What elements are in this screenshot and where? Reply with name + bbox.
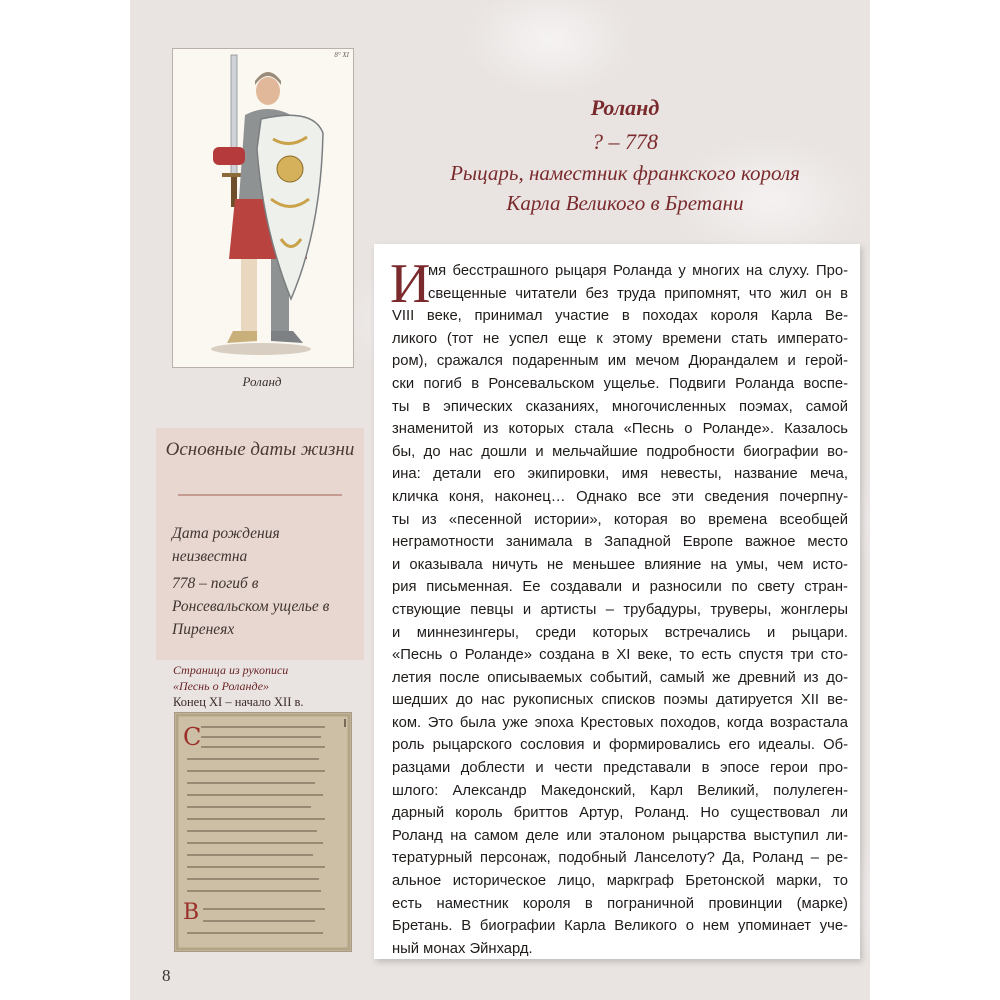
text-line: и миннезингеры, среди которых встречались и рыцари. <box>392 624 848 641</box>
text-line: ный монах Эйнхард. <box>392 940 533 957</box>
text-line: бы, до нас дошли и мельчайшие подробности биографии во- <box>392 443 848 460</box>
text-line: ром), сражался подаренным им мечом Дюрандалем и герой- <box>392 353 848 370</box>
date-entry-birth: Дата рождения неизвестна <box>172 525 280 565</box>
manuscript-page-image <box>174 712 352 952</box>
key-dates-title <box>156 438 364 462</box>
text-line: ски погиб в Ронсевальском ущелье. Подвиги Роланда воспе- <box>392 375 848 392</box>
date-entry-death: 778 – погиб в Ронсевальском ущелье в Пиренеях <box>172 575 330 638</box>
text-line: ликого (тот не успел еще к этому времени стать императо- <box>392 330 848 347</box>
text-line: ты из «песенной истории», которая во времена всеобщей <box>392 511 848 528</box>
text-line: Бретань. В биографии Карла Великого о нем упоминает уче- <box>392 918 848 935</box>
role-line-1: Рыцарь, наместник франкского короля <box>450 161 800 185</box>
article-heading <box>390 90 860 218</box>
page-number: 8 <box>162 966 171 985</box>
portrait-caption: Роланд <box>242 374 282 389</box>
svg-text:B: B <box>183 900 200 925</box>
text-line: знаменитой из которых стала «Песнь о Роланде». Казалось <box>392 421 848 438</box>
text-line: разцами доблести и чести представали в эпосе герои про- <box>392 760 848 777</box>
divider <box>178 494 342 496</box>
roland-portrait-illustration <box>172 48 354 368</box>
text-line: Роланд на самом деле или эталоном рыцарства выступил ли- <box>392 827 848 844</box>
plate-mark: 8° XI <box>334 51 349 59</box>
manuscript-caption-line1: Страница из рукописи <box>173 663 289 677</box>
key-dates-title-text: Основные даты жизни <box>165 439 355 460</box>
text-line: летия после описываемых событий, самый же древний из до- <box>392 669 848 686</box>
text-line: тературный персонаж, подобный Ланселоту? Да, Роланд – ре- <box>392 850 848 867</box>
text-line: шедших до нас рукописных списков поэмы датируется XII ве- <box>392 692 848 709</box>
person-name: Роланд <box>590 95 660 120</box>
manuscript-illustration <box>175 713 351 951</box>
text-line: ина: детали его экипировки, имя невесты, название меча, <box>392 466 848 483</box>
text-line: кличка коня, наконец… Однако все эти сведения почерпну- <box>392 488 848 505</box>
text-line: ком. Это была уже эпоха Крестовых походов, когда возрастала <box>392 714 848 731</box>
text-line: ствующие певцы и артисты – трубадуры, труверы, жонглеры <box>392 601 848 618</box>
drop-cap: И <box>390 253 431 315</box>
key-dates-box <box>156 428 364 660</box>
text-line: VIII веке, принимал участие в походах короля Карла Ве- <box>392 308 848 325</box>
manuscript-caption-line2: «Песнь о Роланде» <box>173 679 270 693</box>
svg-text:C: C <box>183 723 202 751</box>
text-line: шлого: Александр Македонский, Карл Великий, полулеген- <box>392 782 848 799</box>
text-line: рия письменная. Ее создавали и разносили по свету стран- <box>392 579 848 596</box>
knight-figure <box>173 49 353 367</box>
text-line: свещенные читатели без труда припомнят, что жил он в <box>428 285 848 302</box>
text-line: дарный король бриттов Артур, Роланд. Но существовал ли <box>392 805 848 822</box>
text-line: «Песнь о Роланде» создана в XI веке, то есть спустя три сто- <box>392 647 848 664</box>
text-line: роль рыцарского сословия и формировались его идеалы. Об- <box>392 737 848 754</box>
life-years: ? – 778 <box>592 129 658 154</box>
text-line: ты в эпических сказаниях, многочисленных поэмах, самой <box>392 398 848 415</box>
text-line: альное историческое лицо, маркграф Бретонской марки, то <box>392 873 848 890</box>
text-line: неграмотности занимала в Западной Европе важное место <box>392 534 848 551</box>
text-line: и оказывала ничуть не меньшее влияние на умы, чем исто- <box>392 556 848 573</box>
text-line: мя бесстрашного рыцаря Роланда у многих на слуху. Про- <box>428 263 848 279</box>
text-line: есть наместник короля в пограничной провинции (марке) <box>392 895 848 912</box>
biography-text-panel <box>374 244 860 959</box>
manuscript-caption-line3: Конец XI – начало XII в. <box>173 695 304 709</box>
biography-text <box>390 253 848 960</box>
manuscript-caption <box>173 662 363 710</box>
role-line-2: Карла Великого в Бретани <box>506 191 744 215</box>
